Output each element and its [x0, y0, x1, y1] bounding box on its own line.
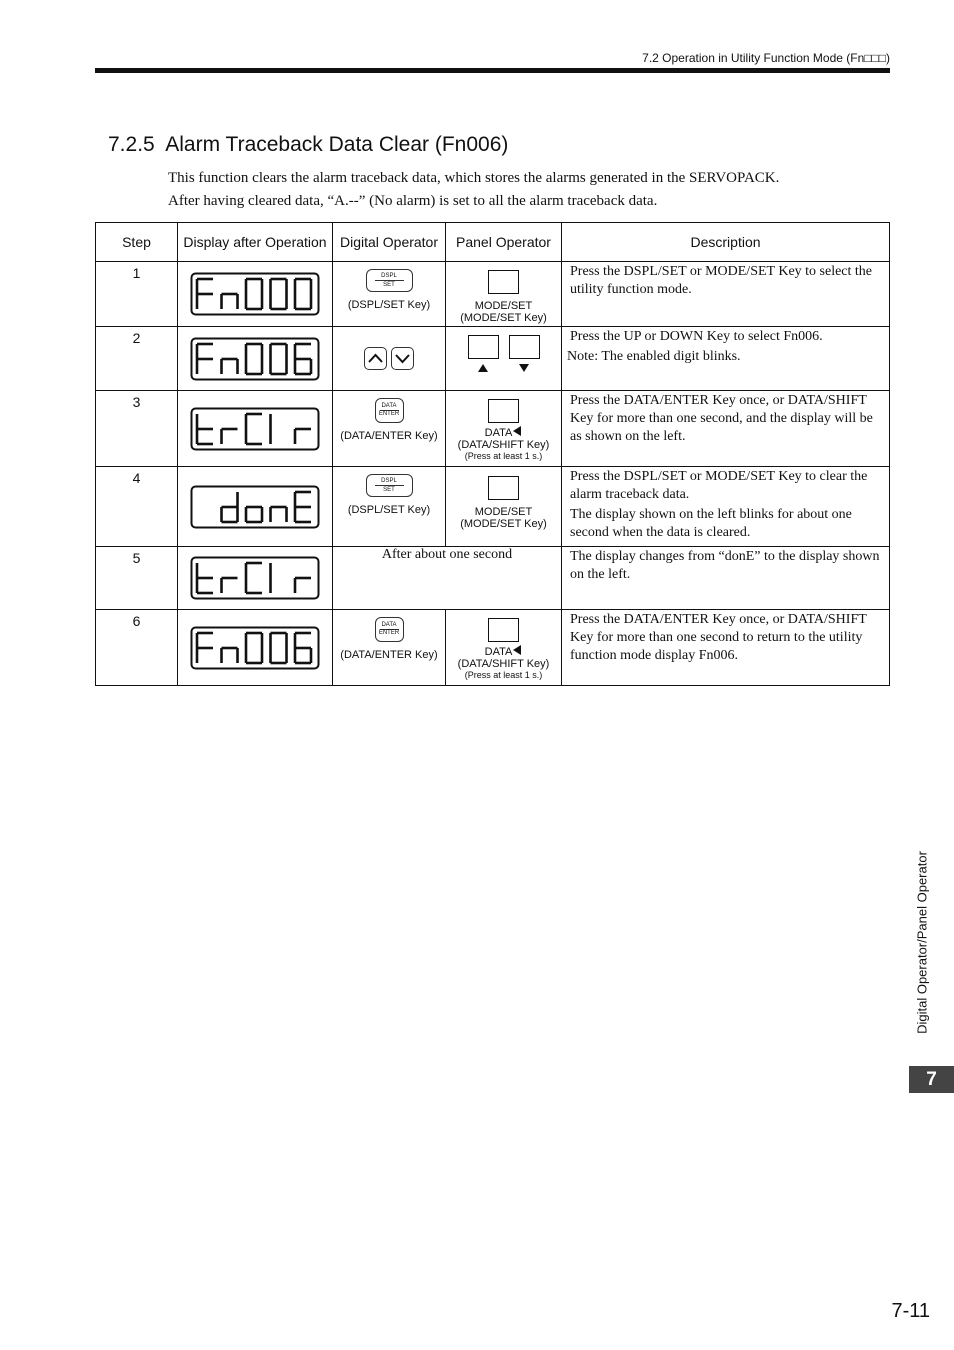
- key-label-top: DATA: [381, 403, 397, 409]
- panel-operator-cell: [446, 610, 562, 686]
- mode-set-key[interactable]: [488, 476, 519, 500]
- table-row: [96, 547, 890, 610]
- header-rule: [95, 68, 890, 73]
- step-number: 6: [96, 610, 178, 686]
- digital-operator-cell: [333, 610, 446, 686]
- key-label-bottom: SET: [383, 282, 395, 288]
- key-label-bottom: ENTER: [378, 630, 400, 636]
- data-shift-key[interactable]: [488, 618, 519, 642]
- lcd-display: [190, 407, 320, 451]
- key-note: (Press at least 1 s.): [464, 451, 543, 461]
- description-text: Press the DSPL/SET or MODE/SET Key to clear the alarm traceback data.: [570, 469, 868, 502]
- description-cell: [562, 467, 890, 547]
- key-label-top: DSPL: [381, 478, 397, 484]
- section-heading: [108, 133, 508, 157]
- key-caption: (DATA/SHIFT Key): [457, 439, 550, 451]
- display-cell: [178, 391, 333, 467]
- down-key[interactable]: [391, 347, 414, 370]
- triangle-down-icon: [509, 362, 539, 374]
- description-text: Press the DATA/ENTER Key once, or DATA/SHIFT Key for more than one second, and the display will be as shown on the left.: [570, 393, 873, 444]
- description-text: Press the DATA/ENTER Key once, or DATA/SHIFT Key for more than one second to return to the utility function mode display Fn006.: [570, 612, 867, 663]
- description-cell: [562, 610, 890, 686]
- description-text: The display shown on the left blinks for about one second when the data is cleared.: [570, 507, 852, 540]
- description-text: Press the DSPL/SET or MODE/SET Key to select the utility function mode.: [570, 264, 873, 297]
- display-cell: [178, 547, 333, 610]
- side-tab-text: Digital Operator/Panel Operator: [914, 851, 930, 1034]
- dspl-set-key[interactable]: [366, 474, 413, 497]
- digital-operator-cell: [333, 391, 446, 467]
- triangle-left-icon: [512, 645, 522, 655]
- key-note: (Press at least 1 s.): [464, 670, 543, 680]
- intro-text: [168, 167, 779, 213]
- key-caption: (DATA/SHIFT Key): [457, 658, 550, 670]
- transition-text: After about one second: [381, 547, 513, 562]
- key-caption: (DATA/ENTER Key): [340, 649, 438, 661]
- key-label-bottom: ENTER: [378, 411, 400, 417]
- panel-operator-cell: [446, 262, 562, 327]
- chevron-up-icon: [365, 348, 386, 369]
- key-caption: MODE/SET: [474, 300, 533, 312]
- header-description: Description: [562, 223, 890, 262]
- description-text: The display changes from “donE” to the display shown on the left.: [570, 549, 880, 582]
- triangle-left-icon: [512, 426, 522, 436]
- key-caption: DATA: [484, 427, 513, 439]
- data-shift-key[interactable]: [488, 399, 519, 423]
- table-row: [96, 610, 890, 686]
- key-label-top: DSPL: [381, 273, 397, 279]
- step-number: 1: [96, 262, 178, 327]
- lcd-display: [190, 337, 320, 381]
- description-text: Press the UP or DOWN Key to select Fn006.: [570, 329, 823, 344]
- table-header-row: [96, 223, 890, 262]
- digital-operator-cell: [333, 467, 446, 547]
- running-header: 7.2 Operation in Utility Function Mode (Fn□□□): [642, 51, 890, 65]
- table-row: [96, 262, 890, 327]
- table-row: [96, 467, 890, 547]
- key-caption: (DSPL/SET Key): [347, 299, 431, 311]
- panel-operator-cell: [446, 391, 562, 467]
- table-row: [96, 391, 890, 467]
- step-number: 2: [96, 327, 178, 391]
- key-caption: MODE/SET: [474, 506, 533, 518]
- section-title: Alarm Traceback Data Clear (Fn006): [165, 133, 509, 156]
- step-number: 4: [96, 467, 178, 547]
- header-step: Step: [96, 223, 178, 262]
- display-cell: [178, 610, 333, 686]
- display-cell: [178, 327, 333, 391]
- display-cell: [178, 262, 333, 327]
- step-number: 3: [96, 391, 178, 467]
- table-row: [96, 327, 890, 391]
- description-cell: [562, 327, 890, 391]
- chevron-down-icon: [392, 348, 413, 369]
- down-panel-key[interactable]: [509, 335, 540, 374]
- header-digital-operator: Digital Operator: [333, 223, 446, 262]
- up-key[interactable]: [364, 347, 387, 370]
- lcd-display: [190, 556, 320, 600]
- step-number: 5: [96, 547, 178, 610]
- header-panel-operator: Panel Operator: [446, 223, 562, 262]
- data-enter-key[interactable]: [375, 398, 404, 423]
- key-caption: DATA: [484, 646, 513, 658]
- key-caption: (DATA/ENTER Key): [340, 430, 438, 442]
- digital-operator-cell: [333, 327, 446, 391]
- key-caption: (MODE/SET Key): [460, 312, 547, 324]
- key-caption: (DSPL/SET Key): [347, 504, 431, 516]
- side-tab-label: [912, 840, 930, 1045]
- dspl-set-key[interactable]: [366, 269, 413, 292]
- header-display: Display after Operation: [178, 223, 333, 262]
- panel-operator-cell: [446, 467, 562, 547]
- mode-set-key[interactable]: [488, 270, 519, 294]
- description-cell: [562, 391, 890, 467]
- triangle-up-icon: [468, 362, 498, 374]
- key-caption: (MODE/SET Key): [460, 518, 547, 530]
- intro-paragraph: After having cleared data, “A.--” (No alarm) is set to all the alarm traceback data.: [168, 193, 658, 209]
- display-cell: [178, 467, 333, 547]
- procedure-table: [95, 222, 890, 686]
- description-cell: [562, 262, 890, 327]
- key-label-top: DATA: [381, 622, 397, 628]
- lcd-display: [190, 485, 320, 529]
- intro-paragraph: This function clears the alarm traceback data, which stores the alarms generated in the SERVOPACK.: [168, 170, 780, 186]
- chapter-tab: 7: [909, 1066, 954, 1093]
- description-note: Note: The enabled digit blinks.: [567, 349, 741, 364]
- lcd-display: [190, 626, 320, 670]
- description-cell: [562, 547, 890, 610]
- page-number: 7-11: [891, 1300, 930, 1322]
- digital-operator-cell: [333, 262, 446, 327]
- operator-transition-cell: [333, 547, 562, 610]
- up-panel-key[interactable]: [468, 335, 499, 374]
- section-number: 7.2.5: [108, 133, 155, 156]
- data-enter-key[interactable]: [375, 617, 404, 642]
- lcd-display: [190, 272, 320, 316]
- panel-operator-cell: [446, 327, 562, 391]
- key-label-bottom: SET: [383, 487, 395, 493]
